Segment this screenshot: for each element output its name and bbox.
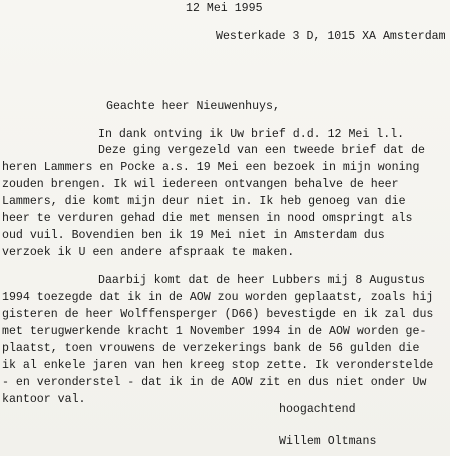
paragraph-2-line: 1994 toezegde dat ik in de AOW zou worden geplaatst, zoals hij (2, 291, 434, 304)
paragraph-2-line: plaatst, toen vrouwens de verzekerings bank de 56 gulden die (2, 342, 420, 355)
paragraph-2-line: met terugwerkende kracht 1 November 1994 in de AOW worden ge- (2, 325, 427, 338)
paragraph-2-line: Daarbij komt dat de heer Lubbers mij 8 Augustus (98, 274, 425, 287)
paragraph-1-line: heren Lammers en Pocke a.s. 19 Mei een bezoek in mijn woning (2, 161, 420, 174)
sender-address: Westerkade 3 D, 1015 XA Amsterdam (216, 30, 446, 43)
paragraph-2-line: kantoor val. (2, 393, 86, 406)
paragraph-1-line: oud vuil. Bovendien ben ik 19 Mei niet in Amsterdam dus (2, 229, 385, 242)
letter-date: 12 Mei 1995 (186, 2, 263, 15)
paragraph-1-line: zouden brengen. Ik wil iedereen ontvangen behalve de heer (2, 178, 399, 191)
paragraph-1-line: Lammers, die komt mijn deur niet in. Ik heb genoeg van die (2, 195, 406, 208)
paragraph-1-line: heer te verduren gehad die met mensen in nood omspringt als (2, 212, 413, 225)
paragraph-1-line: Deze ging vergezeld van een tweede brief dat de (98, 144, 425, 157)
paragraph-1-line: In dank ontving ik Uw brief d.d. 12 Mei l.l. (98, 128, 405, 141)
signature-name: Willem Oltmans (279, 435, 377, 448)
closing: hoogachtend (279, 403, 356, 416)
salutation: Geachte heer Nieuwenhuys, (106, 100, 280, 113)
paragraph-2-line: ik al enkele jaren van hen kreeg stop zette. Ik veronderstelde (2, 359, 434, 372)
paragraph-2-line: - en veronderstel - dat ik in de AOW zit en dus niet onder Uw (2, 376, 427, 389)
paragraph-2-line: gisteren de heer Wolffensperger (D66) bevestigde en ik zal dus (2, 308, 434, 321)
paragraph-1-line: verzoek ik U een andere afspraak te maken. (2, 246, 295, 259)
